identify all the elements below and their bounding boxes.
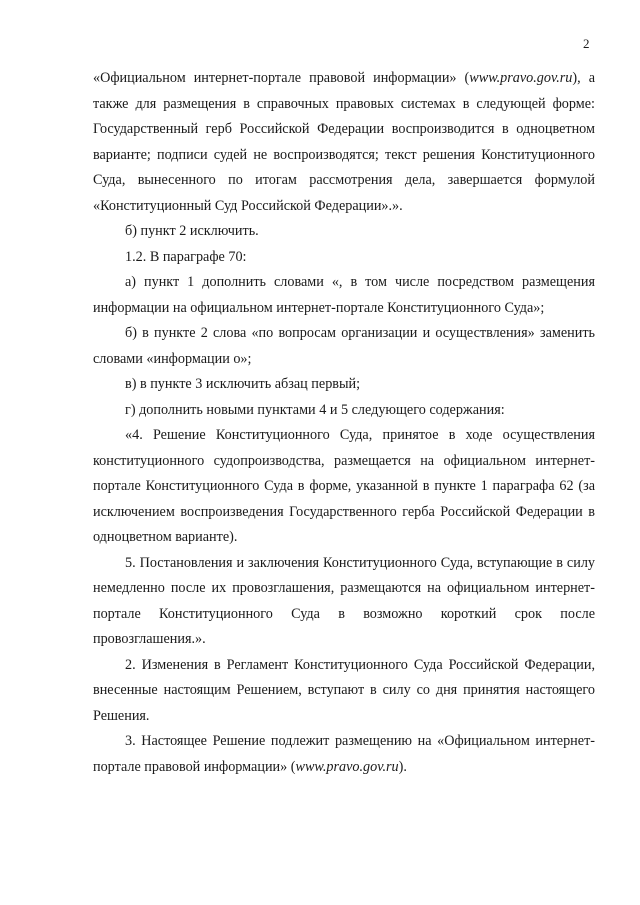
paragraph-text: ), а также для размещения в справочных правовых системах в следующей форме: Государственный герб Российской Федерации воспроизводится в одноцветном варианте; подписи судей не воспроизводятся; текст решения Конституционного Суда, вынесенного по итогам рассмотрения дела, завершается формулой «Конституционный Суд Российской Федерации».». xyxy=(93,70,595,214)
paragraph-point-4: «4. Решение Конституционного Суда, принятое в ходе осуществления конституционного судопроизводства, размещается на официальном интернет-портале Конституционного Суда в форме, указанной в пункте 1 параграфа 62 (за исключением воспроизведения Государственного герба Российской Федерации в одноцветном варианте). xyxy=(93,427,595,545)
paragraph-section-1-2: 1.2. В параграфе 70: xyxy=(125,248,247,265)
paragraph-section-3 xyxy=(93,729,595,780)
paragraph-text: «Официальном интернет-портале правовой информации» ( xyxy=(93,70,470,86)
pravo-gov-url: www.pravo.gov.ru xyxy=(469,70,573,86)
paragraph-publication-form xyxy=(93,66,595,219)
paragraph-item-b-exclude: б) пункт 2 исключить. xyxy=(125,223,259,239)
paragraph-item-g: г) дополнить новыми пунктами 4 и 5 следующего содержания: xyxy=(125,401,505,418)
paragraph-item-v: в) в пункте 3 исключить абзац первый; xyxy=(125,376,361,392)
pravo-gov-url: www.pravo.gov.ru xyxy=(295,758,399,775)
paragraph-section-2: 2. Изменения в Регламент Конституционного Суда Российской Федерации, внесенные настоящим Решением, вступают в силу со дня принятия настоящего Решения. xyxy=(93,656,595,724)
paragraph-text: ). xyxy=(398,758,407,775)
paragraph-text: 3. Настоящее Решение подлежит размещению на «Официальном интернет-портале правовой информации» ( xyxy=(93,733,595,775)
document-body xyxy=(93,66,595,780)
paragraph-item-b: б) в пункте 2 слова «по вопросам организации и осуществления» заменить словами «информации о»; xyxy=(93,325,595,367)
paragraph-point-5: 5. Постановления и заключения Конституционного Суда, вступающие в силу немедленно после их провозглашения, размещаются на официальном интернет-портале Конституционного Суда в возможно короткий срок после провозглашения.». xyxy=(93,554,595,647)
page-number: 2 xyxy=(583,36,590,51)
paragraph-item-a: а) пункт 1 дополнить словами «, в том числе посредством размещения информации на официальном интернет-портале Конституционного Суда»; xyxy=(93,274,595,316)
